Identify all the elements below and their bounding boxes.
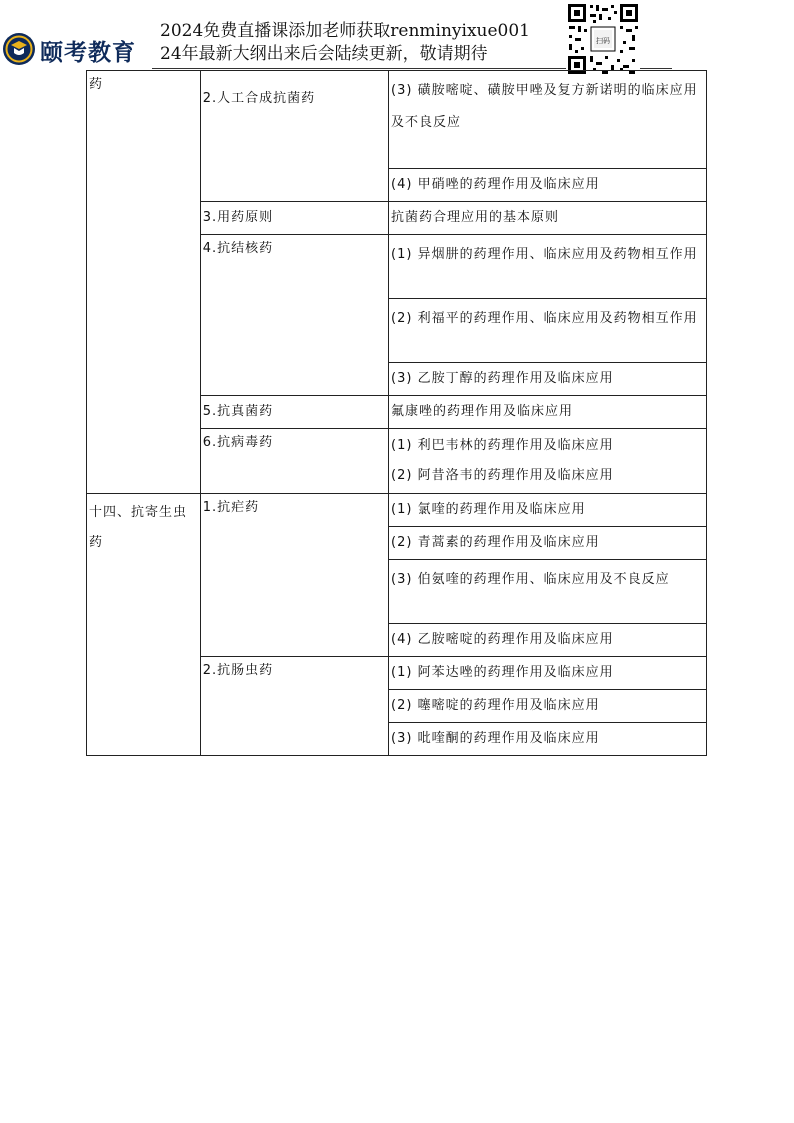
point-cell: 氟康唑的药理作用及临床应用 [389, 396, 707, 429]
table-row [87, 71, 707, 169]
unit-cell: 6.抗病毒药 [200, 429, 388, 494]
unit-cell: 4.抗结核药 [200, 235, 388, 396]
point-cell: (3) 伯氨喹的药理作用、临床应用及不良反应 [389, 560, 707, 624]
point-cell: (2) 利福平的药理作用、临床应用及药物相互作用 [389, 299, 707, 363]
point-cell: (1) 阿苯达唑的药理作用及临床应用 [389, 657, 707, 690]
point-cell: (4) 乙胺嘧啶的药理作用及临床应用 [389, 624, 707, 657]
unit-cell: 5.抗真菌药 [200, 396, 388, 429]
point-line: (2) 阿昔洛韦的药理作用及临床应用 [391, 468, 614, 483]
page-header [0, 0, 794, 80]
point-cell: 抗菌药合理应用的基本原则 [389, 202, 707, 235]
unit-cell: 2.抗肠虫药 [200, 657, 388, 756]
point-cell: (4) 甲硝唑的药理作用及临床应用 [389, 169, 707, 202]
promo-line-1: 2024免费直播课添加老师获取renminyixue001 [160, 21, 530, 41]
logo-badge-icon [2, 32, 36, 66]
point-cell: (3) 吡喹酮的药理作用及临床应用 [389, 723, 707, 756]
point-cell: (3) 乙胺丁醇的药理作用及临床应用 [389, 363, 707, 396]
category-cell: 十四、抗寄生虫药 [87, 494, 201, 756]
promo-line-2: 24年最新大纲出来后会陆续更新，敬请期待 [160, 44, 488, 64]
qr-center-label: 扫码 [596, 37, 610, 45]
qr-code-icon[interactable] [566, 2, 640, 76]
table-row [87, 494, 707, 527]
logo-text: 颐考教育 [40, 40, 136, 66]
point-cell: (1) 异烟肼的药理作用、临床应用及药物相互作用 [389, 235, 707, 299]
unit-cell: 1.抗疟药 [200, 494, 388, 657]
point-cell: (1) 氯喹的药理作用及临床应用 [389, 494, 707, 527]
unit-cell: 2.人工合成抗菌药 [200, 71, 388, 202]
point-cell: (2) 青蒿素的药理作用及临床应用 [389, 527, 707, 560]
brand-logo [2, 30, 152, 70]
unit-cell: 3.用药原则 [200, 202, 388, 235]
promo-text [160, 20, 560, 66]
point-cell: (3) 磺胺嘧啶、磺胺甲唑及复方新诺明的临床应用及不良反应 [389, 71, 707, 169]
syllabus-table [86, 70, 707, 756]
category-cell: 药 [87, 71, 201, 494]
point-cell: (2) 噻嘧啶的药理作用及临床应用 [389, 690, 707, 723]
point-cell [389, 429, 707, 494]
point-line: (1) 利巴韦林的药理作用及临床应用 [391, 438, 614, 453]
